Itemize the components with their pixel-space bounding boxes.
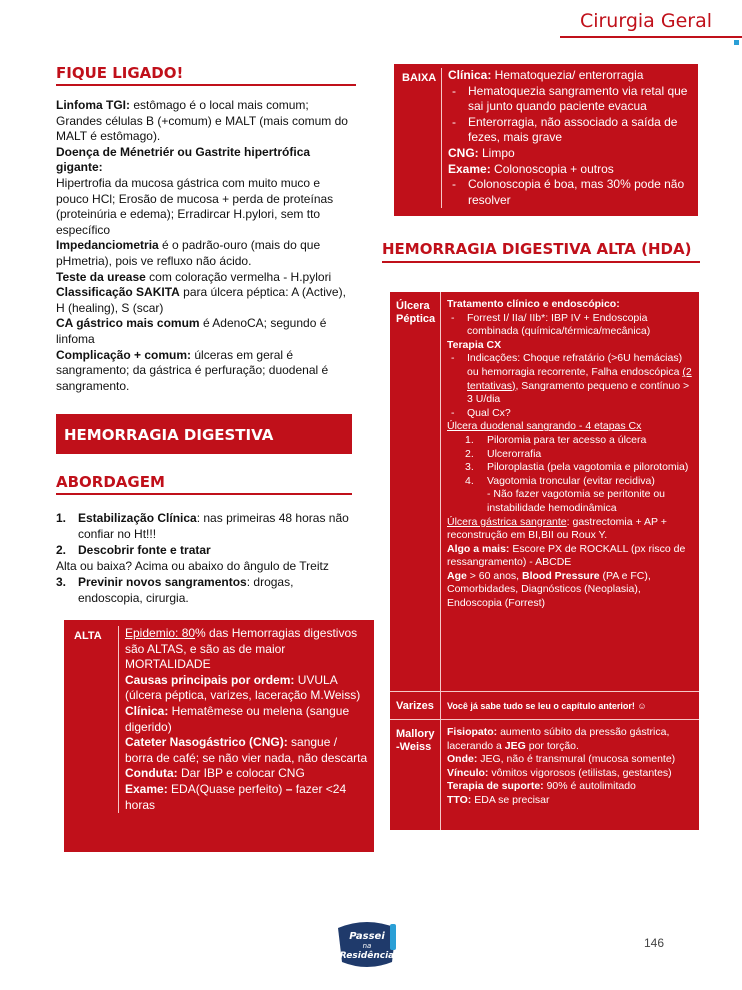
varizes-content: Você já sabe tudo se leu o capítulo anterior! ☺ <box>440 692 696 719</box>
fique-p2 <box>56 145 356 176</box>
baixa-exame-bold: Exame: <box>448 161 491 176</box>
hda-row-mallory <box>390 720 699 830</box>
fique-p3 <box>56 176 356 238</box>
fique-p5-text: com coloração vermelha - H.pylori <box>145 269 332 284</box>
ulcera-d2-underline: (2 tentativas) <box>467 365 692 392</box>
num-mark: 1. <box>465 433 474 446</box>
num-mark: 2. <box>465 447 474 460</box>
mallory-onde <box>447 753 696 767</box>
alta-epidemio-text: % das Hemorragias digestivos são ALTAS, e são as de maior MORTALIDADE <box>125 626 358 672</box>
fique-p1 <box>56 98 356 145</box>
ulcera-t6-bold: Age <box>447 569 467 582</box>
mallory-onde-bold: Onde: <box>447 753 478 766</box>
alta-exame-text: EDA(Quase perfeito) <box>167 781 286 796</box>
alta-cng-bold: Cateter Nasogástrico (CNG): <box>125 735 288 750</box>
alta-causas <box>125 673 368 704</box>
fique-p7 <box>56 316 356 347</box>
dash-mark: - <box>452 177 456 192</box>
alta-exame-text2: fazer <24 horas <box>125 781 347 812</box>
fique-ligado-heading: FIQUE LIGADO! <box>56 64 356 86</box>
alta-cng-text: sangue / borra de café; se não vier nada, não descarta <box>125 735 368 765</box>
alta-epidemio <box>125 626 368 673</box>
abordagem-item-2-number: 2. <box>56 543 67 557</box>
baixa-dash-1-text: Hematoquezia sangramento via retal que sai junto quando paciente evacua <box>468 83 688 114</box>
fique-p8 <box>56 348 356 395</box>
fique-p4-bold: Impedanciometria <box>56 238 159 253</box>
mallory-vinculo <box>447 767 696 781</box>
baixa-exame <box>448 162 695 178</box>
header-title: Cirurgia Geral <box>579 10 712 32</box>
ulcera-t5 <box>447 543 696 570</box>
ulcera-n4 <box>447 475 696 516</box>
baixa-clinica-bold: Clínica: <box>448 68 492 82</box>
num-mark: 4. <box>465 474 474 487</box>
mallory-suporte-bold: Terapia de suporte: <box>447 780 544 793</box>
fique-p5-bold: Teste da urease <box>56 269 146 284</box>
alta-exame <box>125 782 368 813</box>
alta-causas-bold: Causas principais por ordem: <box>125 672 295 687</box>
header-accent-dot <box>734 40 739 45</box>
hda-row-varizes <box>390 692 699 720</box>
abordagem-list <box>56 510 356 606</box>
alta-label: ALTA <box>74 630 102 642</box>
alta-cng <box>125 735 368 766</box>
dash-mark: - <box>451 311 455 324</box>
abordagem-line: Alta ou baixa? Acima ou abaixo do ângulo de Treitz <box>56 559 329 573</box>
ulcera-d2 <box>447 352 696 406</box>
ulcera-t1-bold: Tratamento clínico e endoscópico: <box>447 298 620 310</box>
alta-conduta-bold: Conduta: <box>125 766 178 781</box>
abordagem-item-3-bold: Previnir novos sangramentos <box>78 575 247 589</box>
ulcera-d2-text <box>467 352 696 406</box>
ulcera-t4-text: : gastrectomia + AP + reconstrução em BI,BII ou Roux Y. <box>447 515 667 542</box>
varizes-label: Varizes <box>396 700 434 712</box>
ulcera-t4 <box>447 516 696 543</box>
ulcera-n2 <box>447 448 696 462</box>
baixa-dash-3 <box>448 177 695 208</box>
ulcera-content <box>440 292 696 691</box>
fique-p7-bold: CA gástrico mais comum <box>56 316 200 331</box>
ulcera-n4-sub: - Não fazer vagotomia se peritonite ou instabilidade hemodinâmica <box>487 488 666 514</box>
abordagem-heading: ABORDAGEM <box>56 473 352 495</box>
fique-p1-text: estômago é o local mais comum; Grandes células B (+comum) e MALT (mais comum do MALT é estômago). <box>56 98 348 144</box>
abordagem-item-3-rest: : drogas, endoscopia, cirurgia. <box>78 575 294 605</box>
mallory-vinculo-text: vômitos vigorosos (etilistas, gestantes) <box>488 766 672 779</box>
hda-heading: HEMORRAGIA DIGESTIVA ALTA (HDA) <box>382 240 700 263</box>
abordagem-item-1-text <box>78 510 356 542</box>
ulcera-t2 <box>447 339 696 353</box>
mallory-content <box>440 720 696 830</box>
mallory-fisiopato <box>447 726 696 753</box>
fique-p1-bold: Linfoma TGI: <box>56 98 130 112</box>
ulcera-label: Úlcera Péptica <box>396 300 436 325</box>
ulcera-t6-text: > 60 anos, <box>466 569 523 582</box>
ulcera-d3 <box>447 407 696 421</box>
passei-na-residencia-logo-icon <box>330 918 404 970</box>
abordagem-item-2-bold: Descobrir fonte e tratar <box>78 543 211 557</box>
abordagem-item-2-text <box>78 542 211 558</box>
baixa-exame-text: Colonoscopia + outros <box>490 161 614 176</box>
baixa-cng-bold: CNG: <box>448 145 479 160</box>
logo-text-3: Residência <box>339 951 395 961</box>
alta-clinica-bold: Clínica: <box>125 703 169 718</box>
ulcera-t2-bold: Terapia CX <box>447 338 502 351</box>
ulcera-n3-text: Piloroplastia (pela vagotomia e pilorotomia) <box>487 461 689 474</box>
abordagem-item-1-bold: Estabilização Clínica <box>78 511 197 525</box>
fique-p6 <box>56 285 356 316</box>
ulcera-d1-text: Forrest I/ IIa/ IIb*: IBP IV + Endoscopia combinada (química/térmica/mecânica) <box>467 311 651 338</box>
ulcera-t6-text2: (PA e FC), Comorbidades, Diagnósticos (Neoplasia), Endoscopia (Forrest) <box>447 569 651 610</box>
alta-box <box>64 620 374 852</box>
baixa-dash-3-text: Colonoscopia é boa, mas 30% pode não resolver <box>468 177 685 207</box>
mallory-fisiopato-bold2: JEG <box>504 739 526 752</box>
abordagem-item-3-text <box>78 574 356 606</box>
page-number: 146 <box>643 936 664 950</box>
ulcera-d1 <box>447 312 696 339</box>
ulcera-n3 <box>447 461 696 475</box>
ulcera-t3: Úlcera duodenal sangrando - 4 etapas Cx <box>447 420 642 433</box>
mallory-label: Mallory -Weiss <box>396 728 435 753</box>
abordagem-item-1-number: 1. <box>56 511 67 525</box>
ulcera-t4-underline: Úlcera gástrica sangrante <box>447 515 567 528</box>
fique-p6-bold: Classificação SAKITA <box>56 285 180 300</box>
logo-mark <box>390 924 396 950</box>
ulcera-n1 <box>447 434 696 448</box>
abordagem-item-1 <box>56 510 356 542</box>
hda-box <box>390 292 699 830</box>
alta-clinica-text: Hematêmese ou melena (sangue digerido) <box>125 703 350 734</box>
alta-exame-dash: – <box>285 781 293 796</box>
alta-conduta <box>125 766 368 782</box>
header-divider <box>560 36 742 38</box>
baixa-dash-1 <box>448 84 695 115</box>
mallory-onde-text: JEG, não é transmural (mucosa somente) <box>477 753 676 766</box>
ulcera-n2-text: Ulcerorrafia <box>487 447 542 460</box>
mallory-tto-bold: TTO: <box>447 793 472 806</box>
baixa-cng-text: Limpo <box>478 145 515 160</box>
baixa-dash-2-text: Enterorragia, não associado a saída de fezes, mais grave <box>468 114 678 145</box>
ulcera-d3-text: Qual Cx? <box>467 406 511 419</box>
mallory-fisiopato-text: aumento súbito da pressão gástrica, lacerando a <box>447 726 670 752</box>
fique-ligado-section <box>56 64 356 394</box>
logo-text-1: Passei <box>349 931 385 942</box>
alta-content <box>118 626 368 813</box>
mallory-tto-text: EDA se precisar <box>471 793 550 806</box>
dash-mark: - <box>452 114 456 129</box>
mallory-suporte <box>447 780 696 794</box>
abordagem-item-1-rest: : nas primeiras 48 horas não confiar no Ht!!! <box>78 511 349 541</box>
dash-mark: - <box>451 406 455 419</box>
dash-mark: - <box>451 352 455 365</box>
baixa-cng <box>448 146 695 162</box>
fique-p4-text: é o padrão-ouro (mais do que pHmetria), pois ve refluxo não ácido. <box>56 238 321 268</box>
baixa-clinica <box>448 68 695 84</box>
fique-p8-bold: Complicação + comum: <box>56 347 192 362</box>
alta-causas-text: UVULA (úlcera péptica, varizes, laceração M.Weiss) <box>125 672 361 703</box>
alta-exame-bold: Exame: <box>125 781 168 796</box>
alta-epidemio-underline: Epidemio: 80 <box>125 626 196 640</box>
num-mark: 3. <box>465 461 474 474</box>
ulcera-t1 <box>447 298 696 312</box>
mallory-fisiopato-text2: por torção. <box>525 739 579 752</box>
ulcera-d2-a: Indicações: Choque refratário (>6U hemácias) ou hemorragia recorrente, Falha endoscópica <box>467 352 683 378</box>
mallory-suporte-text: 90% é autolimitado <box>543 780 636 793</box>
abordagem-item-2 <box>56 542 356 558</box>
baixa-content <box>441 68 695 208</box>
fique-p3-text: Hipertrofia da mucosa gástrica com muito muco e pouco HCl; Erosão de mucosa + perda de proteínas (proteinúria e edema); Erradircar H.pylori, sem tto específico <box>56 175 334 237</box>
mallory-fisiopato-bold: Fisiopato: <box>447 726 498 738</box>
ulcera-t5-bold: Algo a mais: <box>447 542 510 555</box>
hda-row-ulcera <box>390 292 699 692</box>
mallory-vinculo-bold: Vínculo: <box>447 766 489 779</box>
hemorragia-digestiva-banner: HEMORRAGIA DIGESTIVA <box>56 414 352 454</box>
baixa-label: BAIXA <box>402 72 437 84</box>
fique-p6-text: para úlcera péptica: A (Active), H (healing), S (scar) <box>56 285 346 315</box>
ulcera-d2-b: , Sangramento pequeno e contínuo > 3 U/dia <box>467 379 690 406</box>
fique-p5 <box>56 270 356 286</box>
dash-mark: - <box>452 83 456 98</box>
alta-clinica <box>125 704 368 735</box>
baixa-box <box>394 64 698 216</box>
logo-text-2: na <box>362 942 372 950</box>
ulcera-t5-text: Escore PX de ROCKALL (px risco de ressangramento) - ABCDE <box>447 542 686 569</box>
ulcera-n4-text <box>487 475 696 516</box>
fique-p4 <box>56 238 356 269</box>
ulcera-t6-bold2: Blood Pressure <box>522 569 600 582</box>
baixa-clinica-text: Hematoquezia/ enterorragia <box>491 68 644 82</box>
ulcera-n1-text: Piloromia para ter acesso a úlcera <box>487 433 647 446</box>
ulcera-n4-main: Vagotomia troncular (evitar recidiva) <box>487 474 655 487</box>
ulcera-t6 <box>447 570 696 611</box>
abordagem-item-3-number: 3. <box>56 575 67 589</box>
baixa-dash-2 <box>448 115 695 146</box>
fique-p7-text: é AdenoCA; segundo é linfoma <box>56 316 327 346</box>
fique-p8-text: úlceras em geral é sangramento; da gástrica é perfuração; duodenal é sangramento. <box>56 347 329 393</box>
alta-conduta-text: Dar IBP e colocar CNG <box>177 766 305 781</box>
abordagem-item-3 <box>56 574 356 606</box>
fique-p2-bold: Doença de Ménetriér ou Gastrite hipertrófica gigante: <box>56 144 311 175</box>
mallory-tto <box>447 794 696 808</box>
